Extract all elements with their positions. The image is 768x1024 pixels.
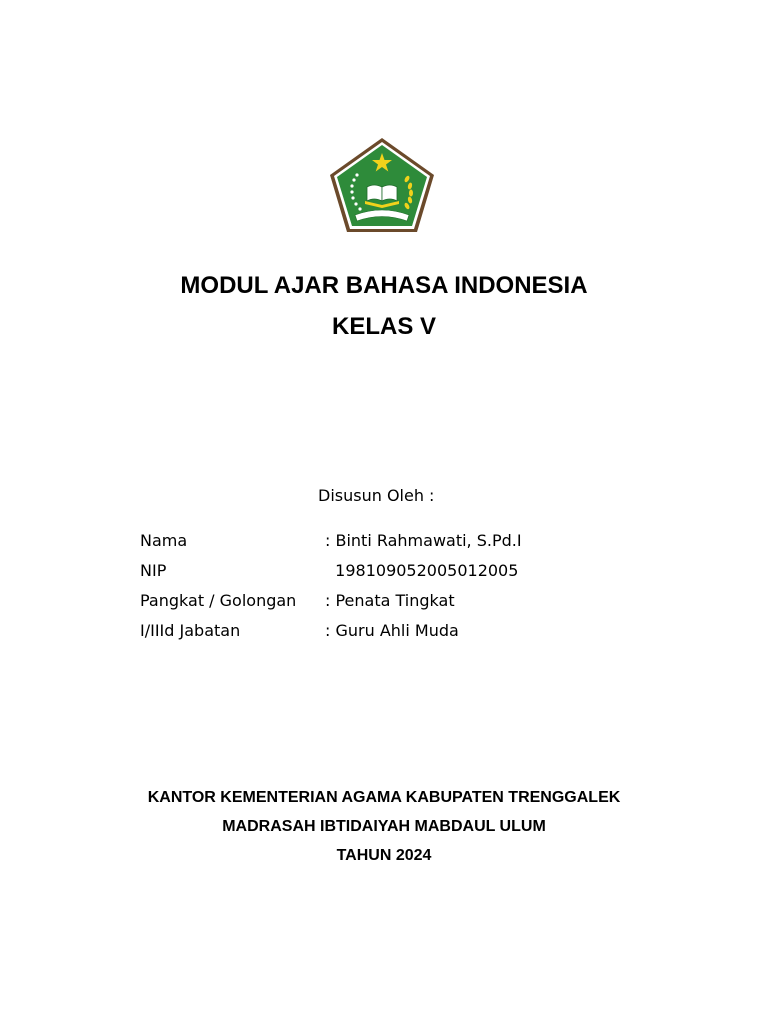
info-value: : Binti Rahmawati, S.Pd.I xyxy=(325,531,522,550)
info-label: I/IIId Jabatan xyxy=(140,621,241,640)
info-label: Nama xyxy=(140,531,188,550)
emblem-icon xyxy=(327,135,437,235)
document-title: MODUL AJAR BAHASA INDONESIA xyxy=(180,272,588,299)
document-subtitle-class: KELAS V xyxy=(331,313,436,340)
info-value: 198109052005012005 xyxy=(325,561,519,580)
footer-school: MADRASAH IBTIDAIYAH MABDAUL ULUM xyxy=(222,818,546,835)
kementerian-agama-logo xyxy=(327,135,437,235)
footer-year: TAHUN 2024 xyxy=(336,847,432,864)
info-label: NIP xyxy=(140,561,167,580)
info-label: Pangkat / Golongan xyxy=(140,591,297,610)
info-value: : Penata Tingkat xyxy=(325,591,455,610)
footer-office: KANTOR KEMENTERIAN AGAMA KABUPATEN TRENGGALEK xyxy=(147,789,621,806)
prepared-by-label: Disusun Oleh : xyxy=(318,486,435,505)
info-value: : Guru Ahli Muda xyxy=(325,621,459,640)
